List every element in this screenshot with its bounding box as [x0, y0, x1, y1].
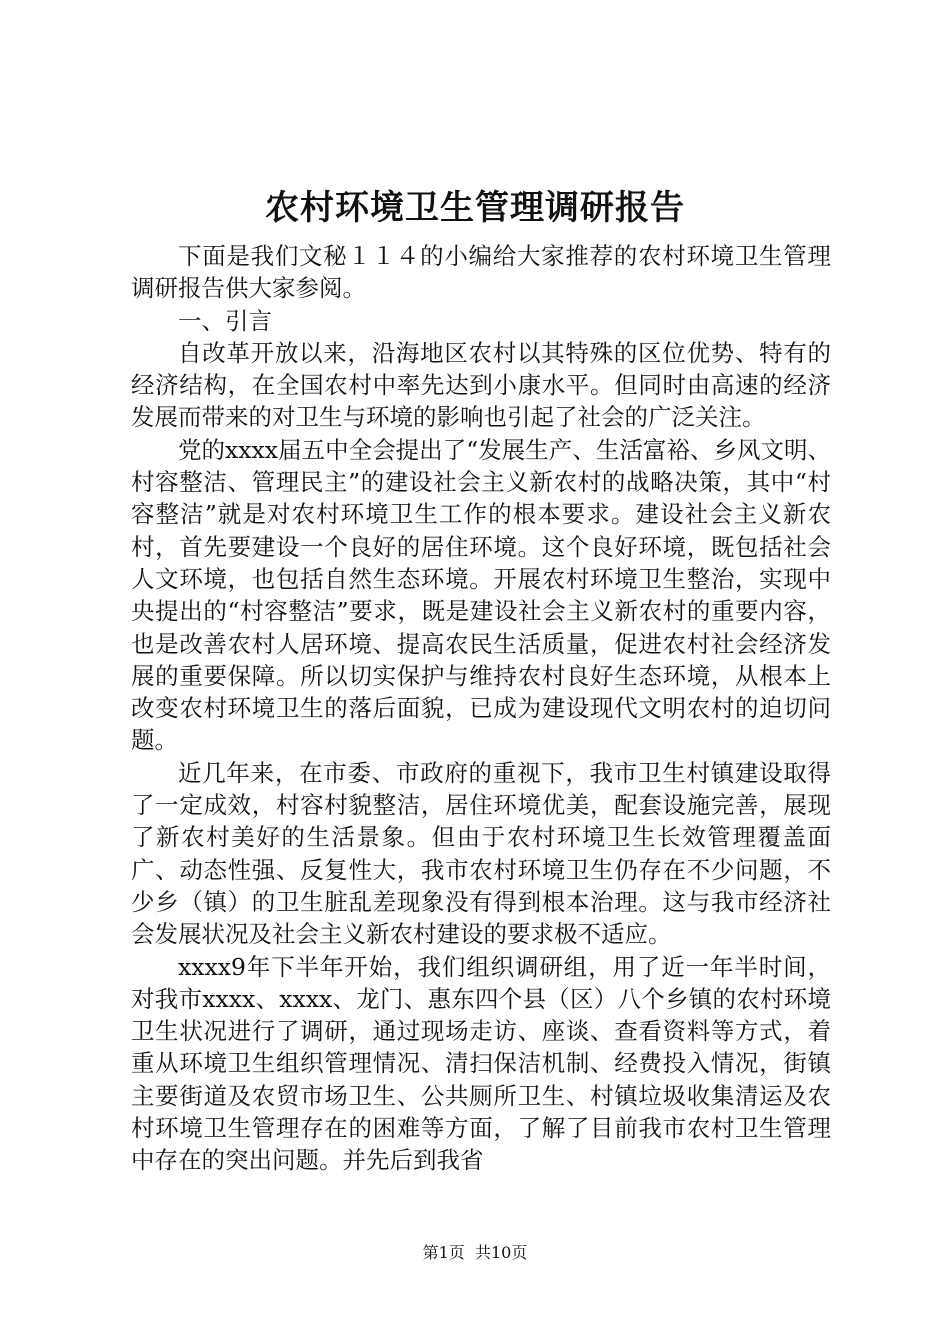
paragraph: 近几年来，在市委、市政府的重视下，我市卫生村镇建设取得了一定成效，村容村貌整洁，居住环境优美，配套设施完善，展现了新农村美好的生活景象。但由于农村环境卫生长效管理覆盖面广、动态性强、反复性大，我市农村环境卫生仍存在不少问题，不少乡（镇）的卫生脏乱差现象没有得到根本治理。这与我市经济社会发展状况及社会主义新农村建设的要求极不适应。 [131, 758, 831, 949]
section-heading-introduction: 一、引言 [178, 306, 272, 335]
page-footer [0, 1242, 950, 1264]
paragraph: 党的xxxx届五中全会提出了“发展生产、生活富裕、乡风文明、村容整洁、管理民主”的建设社会主义新农村的战略决策，其中“村容整洁”就是对农村环境卫生工作的根本要求。建设社会主义新农村，首先要建设一个良好的居住环境。这个良好环境，既包括社会人文环境，也包括自然生态环境。开展农村环境卫生整治，实现中央提出的“村容整洁”要求，既是建设社会主义新农村的重要内容，也是改善农村人居环境、提高农民生活质量，促进农村社会经济发展的重要保障。所以切实保护与维持农村良好生态环境，从根本上改变农村环境卫生的落后面貌，已成为建设现代文明农村的迫切问题。 [131, 435, 831, 755]
paragraph-intro: 下面是我们文秘１１４的小编给大家推荐的农村环境卫生管理调研报告供大家参阅。 [131, 242, 831, 303]
paragraph: 自改革开放以来，沿海地区农村以其特殊的区位优势、特有的经济结构，在全国农村中率先达到小康水平。但同时由高速的经济发展而带来的对卫生与环境的影响也引起了社会的广泛关注。 [131, 338, 831, 432]
document-title: 农村环境卫生管理调研报告 [265, 188, 685, 228]
total-pages: 共10页 [474, 1243, 528, 1262]
page-number: 第1页 [422, 1243, 465, 1262]
document-body [131, 240, 831, 1177]
paragraph: xxxx9年下半年开始，我们组织调研组，用了近一年半时间，对我市xxxx、xxxx、龙门、惠东四个县（区）八个乡镇的农村环境卫生状况进行了调研，通过现场走访、座谈、查看资料等方式，着重从环境卫生组织管理情况、清扫保洁机制、经费投入情况，街镇主要街道及农贸市场卫生、公共厕所卫生、村镇垃圾收集清运及农村环境卫生管理存在的困难等方面，了解了目前我市农村卫生管理中存在的突出问题。并先后到我省 [131, 952, 831, 1175]
